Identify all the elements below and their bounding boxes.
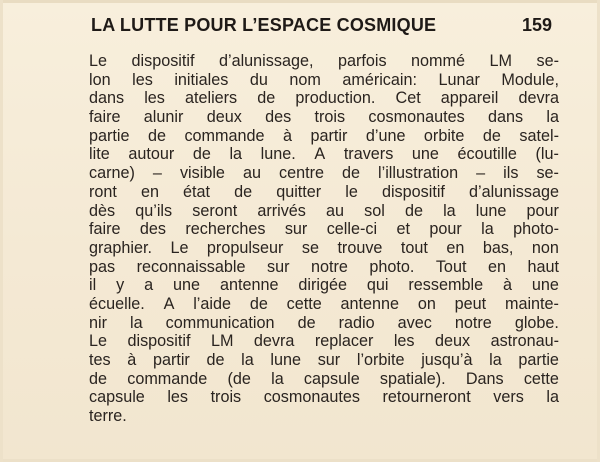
text-line: Le dispositif LM devra replacer les deux astronau- (89, 332, 559, 351)
text-line: lon les initiales du nom américain: Lunar Module, (89, 70, 559, 89)
paper-edge-top (0, 0, 600, 3)
page-number: 159 (521, 15, 552, 35)
text-line: terre. (89, 407, 127, 426)
text-line: de commande (de la capsule spatiale). Dans cette (89, 369, 559, 388)
body-paragraph (89, 52, 559, 426)
text-line: Le dispositif d’alunissage, parfois nommé LM se- (89, 52, 559, 70)
page-title: LA LUTTE POUR L’ESPACE COSMIQUE (91, 15, 437, 35)
text-line: partie de commande à partir d’une orbite de satel- (89, 126, 559, 145)
text-line: pas reconnaissable sur notre photo. Tout en haut (89, 257, 559, 276)
text-line: graphier. Le propulseur se trouve tout en bas, non (89, 238, 559, 257)
paper-edge-left (0, 0, 3, 462)
text-line: ront en état de quitter le dispositif d’alunissage (89, 182, 559, 201)
text-line: lite autour de la lune. A travers une écoutille (lu- (89, 145, 559, 164)
page-header (91, 12, 552, 38)
text-line: il y a une antenne dirigée qui ressemble à une (89, 276, 559, 295)
text-line: capsule les trois cosmonautes retourneront vers la (89, 388, 559, 407)
text-line: dès qu’ils seront arrivés au sol de la lune pour (89, 201, 559, 220)
text-line: nir la communication de radio avec notre globe. (89, 313, 559, 332)
text-line: écuelle. A l’aide de cette antenne on peut mainte- (89, 294, 559, 313)
text-line: dans les ateliers de production. Cet appareil devra (89, 89, 559, 108)
text-line: faire des recherches sur celle-ci et pour la photo- (89, 220, 559, 239)
text-line: faire alunir deux des trois cosmonautes dans la (89, 108, 559, 127)
text-line: carne) – visible au centre de l’illustration – ils se- (89, 164, 559, 183)
text-line: tes à partir de la lune sur l’orbite jusqu’à la partie (89, 351, 559, 369)
